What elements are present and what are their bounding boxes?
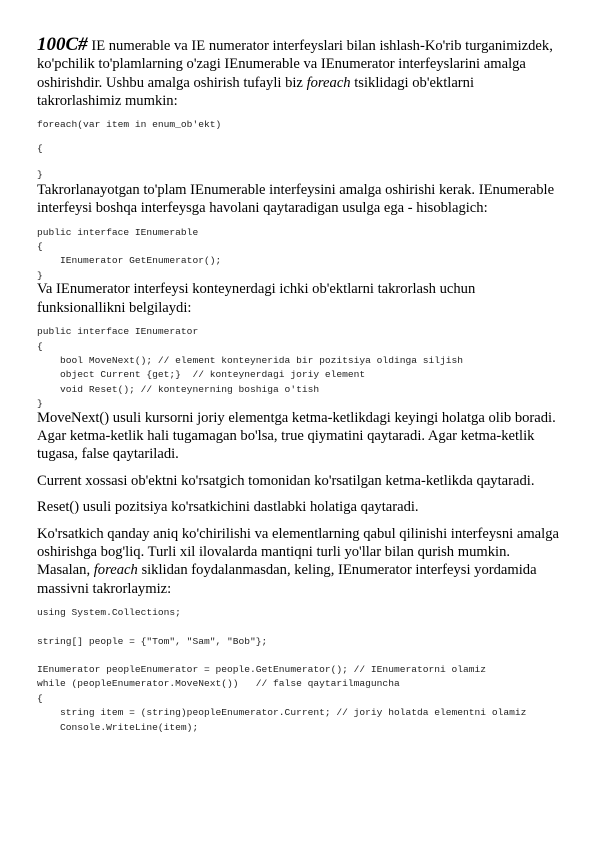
intro-text-a: IE numerable va IE numerator interfeyslari bilan ishlash-Ko'rib turganimizdek, ko'pchilik to'plamlarning o'zagi IEnumerable va IEnumerator interfeyslarini amalga oshirishdir. Ushbu amalga oshirish tufayli biz (37, 38, 553, 91)
code-line: } (37, 398, 43, 410)
code-line: string[] people = {"Tom", "Sam", "Bob"}; (37, 635, 268, 647)
para6-text-b: siklidan foydalanmasdan, keling, IEnumerator interfeysi yordamida massivni takrorlaymiz: (37, 562, 537, 597)
intro-paragraph (37, 36, 559, 111)
code-line: void Reset(); // konteynerning boshiga o'tish (37, 383, 320, 395)
paragraph-reset: Reset() usuli pozitsiya ko'rsatkichini dastlabki holatiga qaytaradi. (37, 499, 419, 516)
paragraph-current: Current xossasi ob'ektni ko'rsatgich tomonidan ko'rsatilgan ketma-ketlikda qaytaradi. (37, 472, 535, 489)
code-line: IEnumerator GetEnumerator(); (37, 255, 222, 267)
paragraph-ienumerable: Takrorlanayotgan to'plam IEnumerable interfeysini amalga oshirishi kerak. IEnumerable interfeysi boshqa interfeysga havolani qaytaradigan usulga ega - hisoblagich: (37, 181, 555, 217)
code-block-foreach (37, 118, 559, 183)
foreach-keyword: foreach (93, 562, 138, 579)
code-line: bool MoveNext(); // element konteynerida bir pozitsiya oldinga siljish (37, 354, 464, 366)
code-line: public interface IEnumerable (37, 226, 199, 238)
section-number: 100C# (37, 34, 88, 55)
code-line: } (37, 169, 43, 181)
intro-text-b: tsiklidagi ob'ektlarni takrorlashimiz mumkin: (37, 74, 475, 110)
code-line: { (37, 692, 43, 704)
code-line: string item = (string)peopleEnumerator.Current; // joriy holatda elementni olamiz (37, 707, 527, 719)
document-page (37, 36, 559, 735)
code-line: object Current {get;} // konteynerdagi joriy element (37, 369, 366, 381)
para6-text-a: Ko'rsatkich qanday aniq ko'chirilishi va elementlarning qabul qilinishi interfeysni amalga oshirishga bog'liq. Turli xil ilovalarda mantiqni turli yo'llar bilan qurish mumkin. Masalan, (37, 525, 559, 579)
code-line: { (37, 340, 43, 352)
code-line: public interface IEnumerator (37, 326, 199, 338)
code-line: foreach(var item in enum_ob'ekt) (37, 118, 222, 130)
code-line: { (37, 241, 43, 253)
code-line: using System.Collections; (37, 607, 181, 619)
code-block-example (37, 606, 559, 735)
paragraph-movenext: MoveNext() usuli kursorni joriy elementga ketma-ketlikdagi keyingi holatga olib boradi. Agar ketma-ketlik hali tugamagan bo'lsa, true qiymatini qaytaradi. Agar ketma-ketlik tugasa, false qaytariladi. (37, 409, 556, 463)
code-block-ienumerable (37, 226, 559, 284)
code-line: { (37, 143, 43, 155)
code-line: IEnumerator peopleEnumerator = people.GetEnumerator(); // IEnumeratorni olamiz (37, 664, 487, 675)
code-line: } (37, 269, 43, 281)
code-line: Console.WriteLine(item); (37, 721, 199, 733)
code-line: while (peopleEnumerator.MoveNext()) // false qaytarilmaguncha (37, 678, 400, 690)
paragraph-ienumerator: Va IEnumerator interfeysi konteynerdagi ichki ob'ektlarni takrorlash uchun funksionallikni belgilaydi: (37, 281, 476, 316)
paragraph-pointer (37, 525, 559, 599)
foreach-keyword: foreach (306, 74, 351, 91)
code-block-ienumerator (37, 325, 559, 411)
